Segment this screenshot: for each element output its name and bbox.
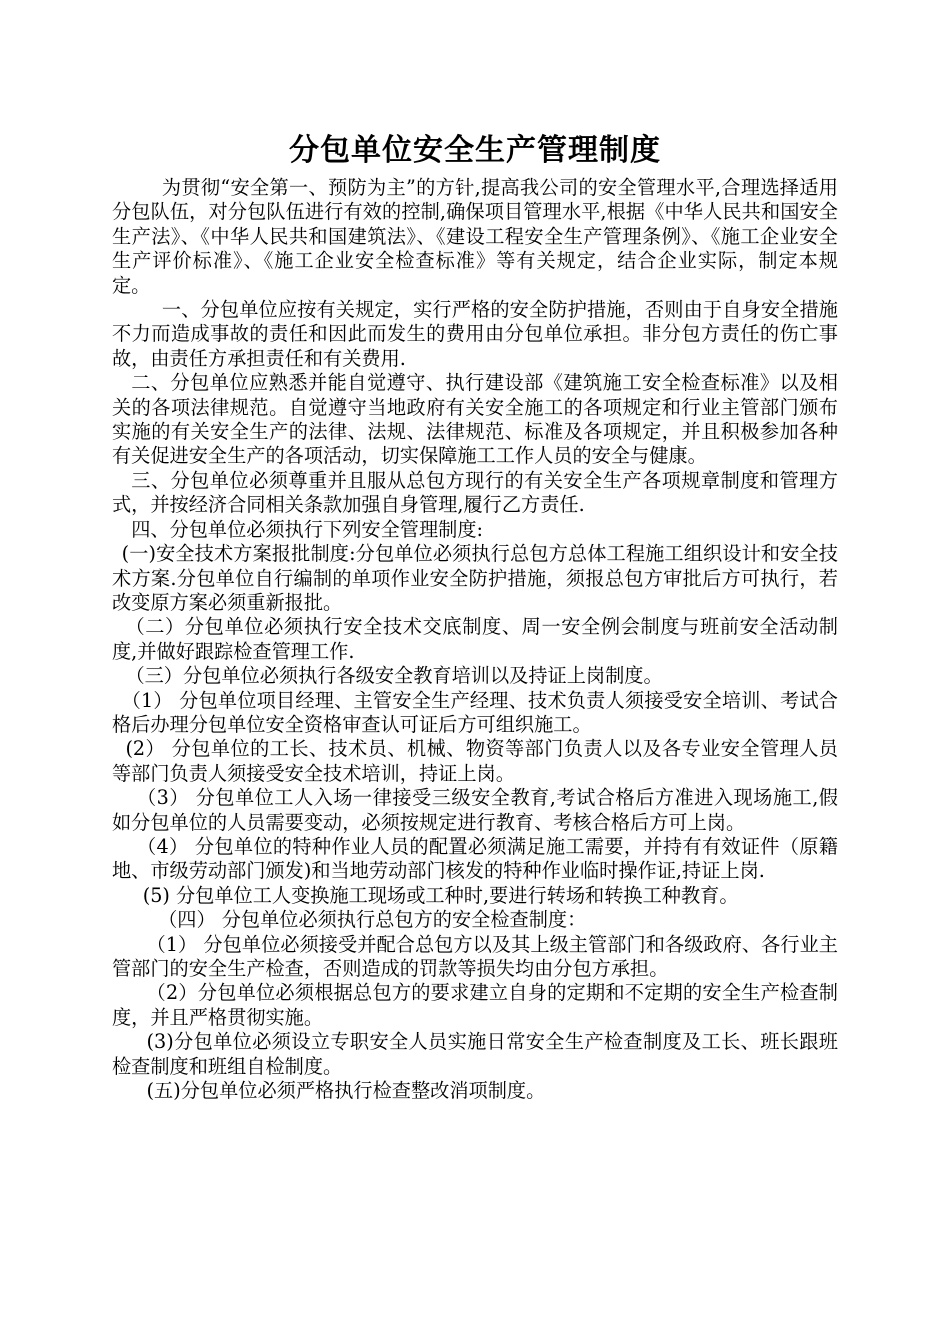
subclause-5-paragraph: (五)分包单位必须严格执行检查整改消项制度。 (146, 1079, 546, 1103)
item-2-paragraph: (2） 分包单位的工长、技术员、机械、物资等部门负责人以及各专业安全管理人员等部门负责人须接受安全技术培训，持证上岗。 (112, 737, 838, 785)
check-item-3-paragraph: (3)分包单位必须设立专职安全人员实施日常安全生产检查制度及工长、班长跟班检查制度和班组自检制度。 (112, 1030, 838, 1078)
check-item-2-paragraph: （2）分包单位必须根据总包方的要求建立自身的定期和不定期的安全生产检查制度，并且严格贯彻实施。 (112, 981, 838, 1029)
subclause-1-paragraph: (一)安全技术方案报批制度:分包单位必须执行总包方总体工程施工组织设计和安全技术方案.分包单位自行编制的单项作业安全防护措施，须报总包方审批后方可执行，若改变原方案必须重新报批。 (112, 542, 838, 614)
document-body (112, 176, 838, 1103)
subclause-4-paragraph: （四） 分包单位必须执行总包方的安全检查制度： (158, 908, 587, 932)
item-5-paragraph: (5) 分包单位工人变换施工现场或工种时,要进行转场和转换工种教育。 (142, 883, 739, 907)
clause-2-paragraph: 二、分包单位应熟悉并能自觉遵守、执行建设部《建筑施工安全检查标准》以及相关的各项法律规范。自觉遵守当地政府有关安全施工的各项规定和行业主管部门颁布实施的有关安全生产的法律、法规、法律规范、标准及各项规定，并且积极参加各种有关促进安全生产的各项活动，切实保障施工工作人员的安全与健康。 (112, 371, 838, 468)
subclause-2-paragraph: （二）分包单位必须执行安全技术交底制度、周一安全例会制度与班前安全活动制度,并做好跟踪检查管理工作. (112, 615, 838, 663)
clause-1-paragraph: 一、分包单位应按有关规定，实行严格的安全防护措施，否则由于自身安全措施不力而造成事故的责任和因此而发生的费用由分包单位承担。非分包方责任的伤亡事故，由责任方承担责任和有关费用. (112, 298, 838, 370)
check-item-1-paragraph: （1） 分包单位必须接受并配合总包方以及其上级主管部门和各级政府、各行业主管部门的安全生产检查，否则造成的罚款等损失均由分包方承担。 (112, 932, 838, 980)
item-3-paragraph: （3） 分包单位工人入场一律接受三级安全教育,考试合格后方准进入现场施工,假如分包单位的人员需要变动，必须按规定进行教育、考核合格后方可上岗。 (112, 786, 838, 834)
document-page (112, 128, 838, 1103)
item-1-paragraph: （1） 分包单位项目经理、主管安全生产经理、技术负责人须接受安全培训、考试合格后办理分包单位安全资格审查认可证后方可组织施工。 (112, 688, 838, 736)
clause-4-paragraph: 四、分包单位必须执行下列安全管理制度: (131, 517, 484, 541)
intro-paragraph: 为贯彻“安全第一、预防为主”的方针,提高我公司的安全管理水平,合理选择适用分包队伍，对分包队伍进行有效的控制,确保项目管理水平,根据《中华人民共和国安全生产法》、《中华人民共和国建筑法》、《建设工程安全生产管理条例》、《施工企业安全生产评价标准》、《施工企业安全检查标准》等有关规定，结合企业实际，制定本规定。 (112, 176, 838, 297)
subclause-3-paragraph: （三）分包单位必须执行各级安全教育培训以及持证上岗制度。 (125, 664, 663, 688)
document-title: 分包单位安全生产管理制度 (289, 133, 661, 168)
item-4-paragraph: （4） 分包单位的特种作业人员的配置必须满足施工需要，并持有有效证件（原籍地、市级劳动部门颁发)和当地劳动部门核发的特种作业临时操作证,持证上岗. (112, 834, 838, 883)
clause-3-paragraph: 三、分包单位必须尊重并且服从总包方现行的有关安全生产各项规章制度和管理方式，并按经济合同相关条款加强自身管理,履行乙方责任. (112, 468, 838, 517)
